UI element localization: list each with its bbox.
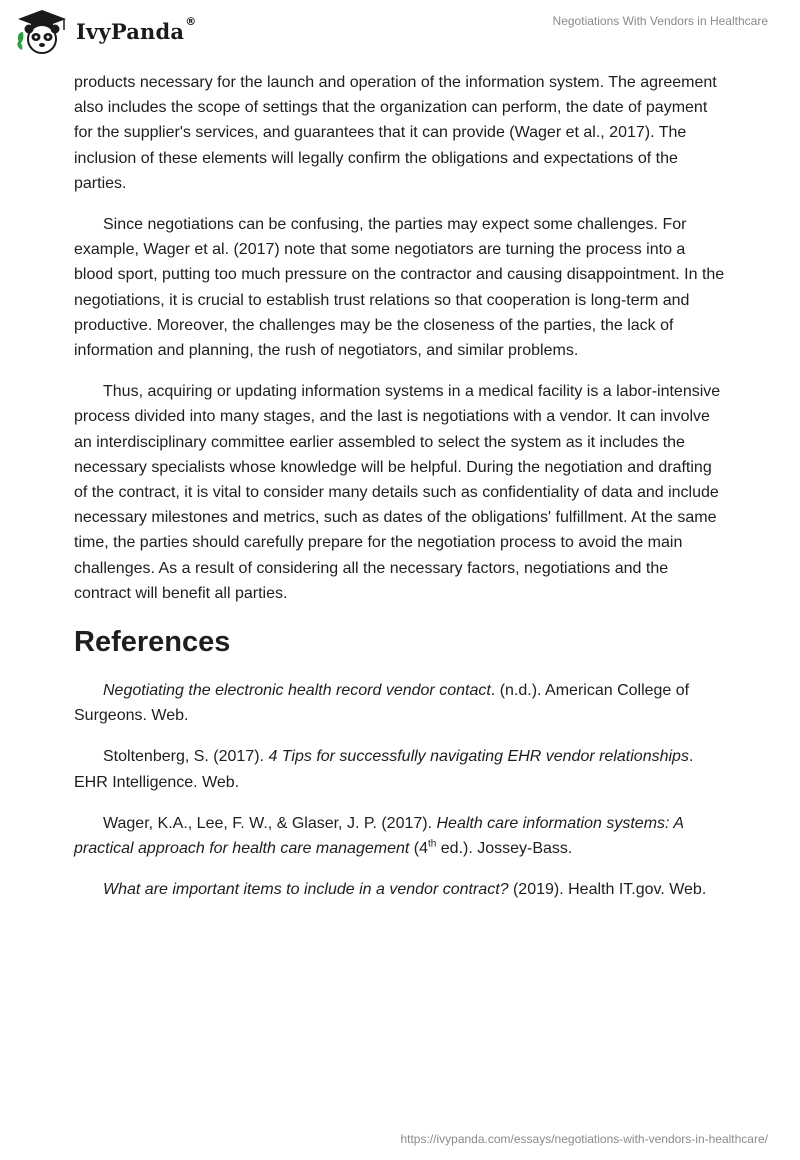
panda-logo-icon: [14, 8, 70, 54]
edition-superscript: th: [427, 838, 437, 850]
reference-author: Stoltenberg, S. (2017).: [103, 748, 269, 766]
logo-wordmark: IvyPanda®: [76, 14, 197, 44]
reference-edition: (4: [409, 840, 428, 858]
body-paragraph-2: Since negotiations can be confusing, the parties may expect some challenges. For example, Wager et al. (2017) note that some negotiators are turning the process into a blood sport, putting too much pressure on the contractor and causing disappointment. In the negotiations, it is crucial to establish trust relations so that cooperation is long-term and productive. Moreover, the challenges may be the closeness of the parties, the lack of information and planning, the rush of negotiators, and similar problems.: [74, 216, 725, 360]
reference-details: ed.). Jossey-Bass.: [436, 840, 573, 858]
reference-title: 4 Tips for successfully navigating EHR vendor relationships: [268, 748, 689, 766]
ivypanda-logo[interactable]: [14, 8, 196, 54]
references-heading: References: [74, 626, 231, 659]
reference-author: Wager, K.A., Lee, F. W., & Glaser, J. P. (2017).: [103, 814, 437, 832]
reference-details: . EHR Intelligence. Web.: [74, 748, 694, 791]
reference-title: Negotiating the electronic health record vendor contact: [103, 682, 491, 700]
essay-content: [74, 70, 726, 918]
reference-item-3: [74, 811, 726, 861]
source-url-link[interactable]: https://ivypanda.com/essays/negotiations-with-vendors-in-healthcare/: [400, 1132, 768, 1146]
page-header: [0, 0, 800, 62]
body-paragraph-1: products necessary for the launch and operation of the information system. The agreement also includes the scope of settings that the organization can perform, the date of payment for the supplier's services, and guarantees that it can provide (Wager et al., 2017). The inclusion of these elements will legally confirm the obligations and expectations of the parties.: [74, 74, 717, 192]
reference-item-4: [74, 877, 726, 902]
body-paragraph-3: Thus, acquiring or updating information systems in a medical facility is a labor-intensive process divided into many stages, and the last is negotiations with a vendor. It can involve an interdisciplinary committee earlier assembled to select the system as it includes the necessary specialists whose knowledge will be helpful. During the negotiation and drafting of the contract, it is vital to consider many details such as confidentiality of data and include necessary milestones and metrics, such as dates of the obligations' fulfillment. At the same time, the parties should carefully prepare for the negotiation process to avoid the main challenges. As a result of considering all the necessary factors, negotiations and the contract will benefit all parties.: [74, 383, 721, 602]
reference-item-2: [74, 744, 726, 794]
document-title: Negotiations With Vendors in Healthcare: [552, 14, 768, 28]
reference-details: (2019). Health IT.gov. Web.: [508, 881, 707, 899]
reference-title: What are important items to include in a vendor contract?: [103, 881, 509, 899]
reference-title: Health care information systems: A practical approach for health care management: [74, 814, 684, 858]
reference-item-1: [74, 678, 726, 728]
reference-details: . (n.d.). American College of Surgeons. Web.: [74, 682, 690, 725]
